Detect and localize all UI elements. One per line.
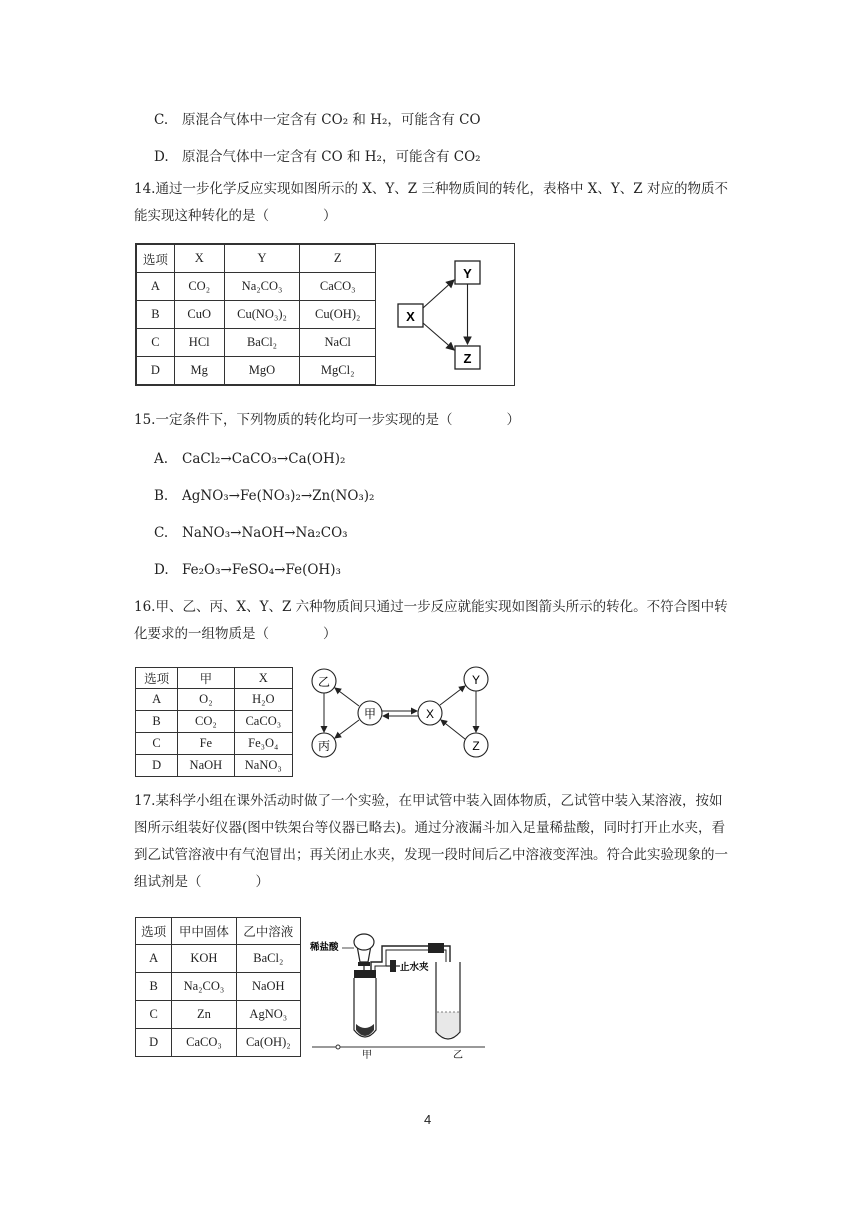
table-row: [136, 1001, 301, 1029]
tube-yi-label: 乙: [453, 1050, 463, 1061]
table-row: [137, 301, 376, 329]
node-z-label: Z: [472, 739, 480, 753]
table-row: [137, 357, 376, 385]
arrow-x-to-z: [423, 323, 454, 350]
table-cell: Fe: [178, 733, 234, 755]
liquid-in-tube-yi: [437, 1012, 459, 1038]
table-cell: H₂O: [234, 689, 292, 711]
option-label: D.: [154, 149, 169, 165]
table-cell: NaOH: [236, 973, 300, 1001]
table-cell: CaCO₃: [234, 711, 292, 733]
table-row: [136, 945, 301, 973]
node-bing-label: 丙: [317, 739, 331, 753]
table-row: [136, 755, 293, 777]
rubber-tube: [428, 943, 444, 953]
table-header-cell: 选项: [136, 918, 172, 945]
table-cell: Cu(OH)₂: [300, 301, 376, 329]
table-header-cell: 选项: [137, 245, 175, 273]
table-row: [136, 1029, 301, 1057]
funnel-bulb: [354, 934, 374, 950]
table-cell: O₂: [178, 689, 234, 711]
bench-mark: [336, 1045, 340, 1049]
table-header-cell: Z: [300, 245, 376, 273]
q15-option-a: [154, 451, 345, 467]
table-header-row: [137, 245, 376, 273]
table-cell: CO₂: [178, 711, 234, 733]
table-cell: Zn: [172, 1001, 236, 1029]
arrow-jia-to-bing: [335, 720, 359, 738]
option-text: 原混合气体中一定含有 CO 和 H₂，可能含有 CO₂: [182, 149, 481, 165]
arrow-x-to-y: [423, 280, 454, 308]
option-label: A.: [154, 451, 169, 467]
table-cell: CaCO₃: [172, 1029, 236, 1057]
table-cell: HCl: [174, 329, 224, 357]
table-header-cell: 甲: [178, 668, 234, 689]
clamp-label: 止水夹: [400, 962, 429, 973]
table-cell: B: [137, 301, 175, 329]
table-cell: A: [136, 945, 172, 973]
table-cell: D: [136, 1029, 172, 1057]
table-cell: Na₂CO₃: [224, 273, 300, 301]
q17-apparatus-diagram: [310, 920, 490, 1061]
table-cell: Ca(OH)₂: [236, 1029, 300, 1057]
page-number: 4: [424, 1112, 432, 1127]
table-cell: C: [136, 1001, 172, 1029]
table-header-row: [136, 918, 301, 945]
q17-stem: 17.某科学小组在课外活动时做了一个实验，在甲试管中装入固体物质，乙试管中装入某溶液，按如图所示组装好仪器(图中铁架台等仪器已略去)。通过分液漏斗加入足量稀盐酸，同时打开止水夹，看到乙试管溶液中有气泡冒出；再关闭止水夹，发现一段时间后乙中溶液变浑浊。符合此实验现象的一组试剂是（ ）: [134, 793, 728, 890]
table-cell: CuO: [174, 301, 224, 329]
q17-table: [135, 917, 301, 1057]
q15-stem: 15.一定条件下，下列物质的转化均可一步实现的是（ ）: [134, 412, 520, 428]
q15-option-b: [154, 488, 374, 504]
table-cell: Fe₃O₄: [234, 733, 292, 755]
table-row: [136, 733, 293, 755]
table-cell: B: [136, 711, 178, 733]
node-jia-label: 甲: [363, 707, 377, 721]
arrow-jia-to-yi: [335, 688, 359, 706]
q15-option-c: [154, 525, 348, 541]
option-label: C.: [154, 112, 169, 128]
option-text: CaCl₂→CaCO₃→Ca(OH)₂: [182, 451, 346, 467]
q14-stem: 14.通过一步化学反应实现如图所示的 X、Y、Z 三种物质间的转化，表格中 X、Y、Z 对应的物质不能实现这种转化的是（ ）: [134, 181, 728, 224]
table-cell: NaNO₃: [234, 755, 292, 777]
stopper: [354, 970, 376, 978]
table-cell: CaCO₃: [300, 273, 376, 301]
option-label: D.: [154, 562, 169, 578]
q15-option-d: [154, 562, 341, 578]
table-row: [137, 273, 376, 301]
table-header-cell: Y: [224, 245, 300, 273]
node-x-label: X: [425, 707, 435, 721]
table-cell: MgCl₂: [300, 357, 376, 385]
q16-conversion-diagram: [300, 660, 500, 760]
table-header-cell: X: [234, 668, 292, 689]
table-cell: NaOH: [178, 755, 234, 777]
node-yi-label: 乙: [317, 675, 331, 689]
q16-table: [135, 667, 293, 777]
table-cell: B: [136, 973, 172, 1001]
table-cell: BaCl₂: [236, 945, 300, 973]
table-row: [136, 711, 293, 733]
table-header-row: [136, 668, 293, 689]
table-cell: A: [136, 689, 178, 711]
table-cell: NaCl: [300, 329, 376, 357]
table-row: [136, 973, 301, 1001]
table-row: [136, 689, 293, 711]
table-cell: D: [137, 357, 175, 385]
table-cell: KOH: [172, 945, 236, 973]
arrow-x-to-y: [440, 686, 465, 705]
option-text: 原混合气体中一定含有 CO₂ 和 H₂，可能含有 CO: [182, 112, 481, 128]
acid-label: 稀盐酸: [310, 942, 339, 953]
table-cell: C: [136, 733, 178, 755]
q16-stem: 16.甲、乙、丙、X、Y、Z 六种物质间只通过一步反应就能实现如图箭头所示的转化。不符合图中转化要求的一组物质是（ ）: [134, 599, 728, 642]
funnel-stopcock-icon: [358, 962, 370, 966]
option-text: Fe₂O₃→FeSO₄→Fe(OH)₃: [182, 562, 341, 578]
node-x-label: X: [406, 309, 415, 324]
q13-option-d: [154, 145, 481, 165]
q14-table: [136, 244, 376, 385]
table-cell: MgO: [224, 357, 300, 385]
option-label: B.: [154, 488, 169, 504]
option-label: C.: [154, 525, 169, 541]
q14-conversion-diagram: [380, 246, 512, 384]
table-cell: C: [137, 329, 175, 357]
table-header-cell: X: [174, 245, 224, 273]
table-header-cell: 选项: [136, 668, 178, 689]
tube-jia-label: 甲: [362, 1050, 372, 1061]
table-cell: CO₂: [174, 273, 224, 301]
option-text: NaNO₃→NaOH→Na₂CO₃: [182, 525, 348, 541]
table-cell: Na₂CO₃: [172, 973, 236, 1001]
q13-option-c: [154, 108, 481, 128]
table-cell: A: [137, 273, 175, 301]
table-header-cell: 甲中固体: [172, 918, 236, 945]
table-cell: Mg: [174, 357, 224, 385]
node-z-label: Z: [463, 351, 472, 366]
table-cell: Cu(NO₃)₂: [224, 301, 300, 329]
table-row: [137, 329, 376, 357]
table-cell: BaCl₂: [224, 329, 300, 357]
table-header-cell: 乙中溶液: [236, 918, 300, 945]
node-y-label: Y: [463, 266, 472, 281]
table-cell: AgNO₃: [236, 1001, 300, 1029]
table-cell: D: [136, 755, 178, 777]
node-y-label: Y: [471, 673, 481, 687]
option-text: AgNO₃→Fe(NO₃)₂→Zn(NO₃)₂: [182, 488, 375, 504]
arrow-z-to-x: [441, 720, 465, 739]
